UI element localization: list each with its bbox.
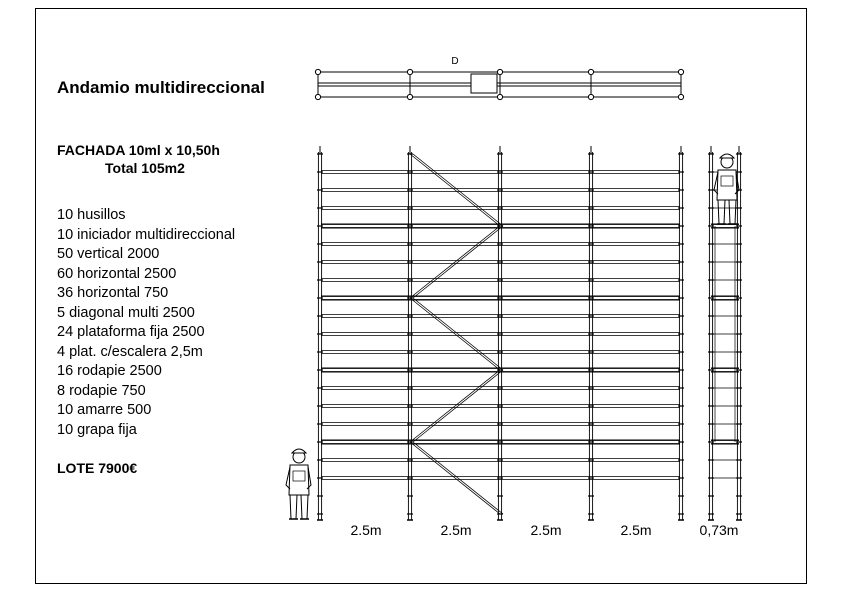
- plan-node: [678, 69, 683, 74]
- material-item: 8 rodapie 750: [57, 382, 146, 399]
- plan-view-label: D: [451, 56, 459, 67]
- material-item: 10 iniciador multidireccional: [57, 226, 236, 243]
- facade-total-area: Total 105m2: [105, 160, 185, 176]
- worker-helmet: [292, 449, 306, 453]
- worker-legs: [290, 495, 308, 519]
- material-item: 16 rodapie 2500: [57, 363, 162, 379]
- material-item: 10 husillos: [57, 207, 126, 223]
- worker-legs: [718, 200, 736, 224]
- diagonal-brace: [410, 298, 500, 370]
- diagonal-brace: [413, 226, 503, 298]
- diagonal-brace: [413, 370, 503, 442]
- plan-node: [497, 69, 502, 74]
- diagonal-brace: [413, 298, 503, 370]
- plan-node: [588, 94, 593, 99]
- worker-top: [714, 154, 739, 224]
- plan-node: [315, 69, 320, 74]
- lot-price: LOTE 7900€: [57, 460, 138, 476]
- side-dimension: 0,73m: [699, 522, 739, 538]
- worker-helmet: [720, 154, 734, 158]
- plan-view: [315, 69, 683, 99]
- bay-dimension-2: 2.5m: [440, 522, 472, 538]
- plan-node: [678, 94, 683, 99]
- material-item: 10 amarre 500: [57, 402, 152, 418]
- drawing-title: Andamio multidireccional: [57, 78, 265, 97]
- diagonal-brace: [410, 226, 500, 298]
- worker-torso: [289, 465, 309, 495]
- material-item: 36 horizontal 750: [57, 285, 169, 301]
- worker-ground: [286, 449, 311, 519]
- material-item: 5 diagonal multi 2500: [57, 304, 195, 321]
- material-item: 60 horizontal 2500: [57, 265, 177, 282]
- front-elevation: [317, 146, 684, 520]
- bay-dimension-4: 2.5m: [620, 522, 652, 538]
- plan-node: [315, 94, 320, 99]
- diagonal-brace: [413, 442, 503, 514]
- material-item: 50 vertical 2000: [57, 246, 160, 262]
- diagonal-brace: [410, 370, 500, 442]
- material-item: 10 grapa fija: [57, 421, 137, 438]
- diagonal-brace: [413, 154, 503, 226]
- diagonal-brace: [410, 442, 500, 514]
- worker-torso: [717, 170, 737, 200]
- bay-dimension-3: 2.5m: [530, 522, 562, 538]
- plan-node: [588, 69, 593, 74]
- workers: [286, 154, 739, 519]
- diagonal-brace: [410, 154, 500, 226]
- material-item: 24 plataforma fija 2500: [57, 324, 205, 340]
- facade-dimensions: FACHADA 10ml x 10,50h: [57, 142, 220, 158]
- plan-node: [407, 69, 412, 74]
- plan-node: [497, 94, 502, 99]
- material-item: 4 plat. c/escalera 2,5m: [57, 343, 203, 360]
- plan-node: [407, 94, 412, 99]
- plan-hatch: [471, 74, 497, 93]
- bay-dimension-1: 2.5m: [350, 522, 382, 538]
